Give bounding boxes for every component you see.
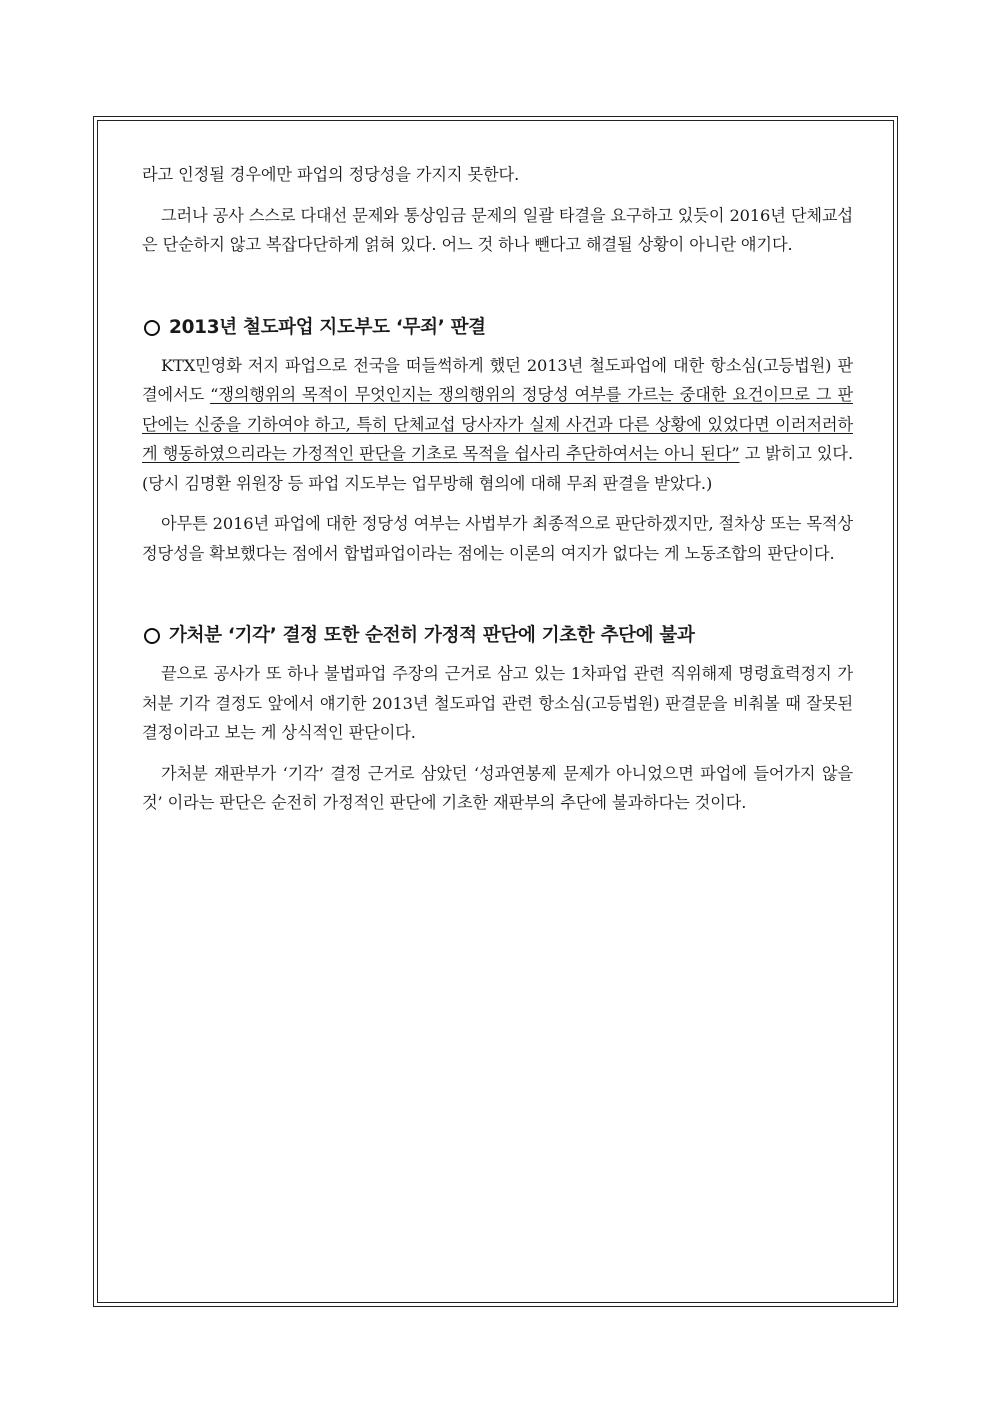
paragraph-intro-end: 라고 인정될 경우에만 파업의 정당성을 가지지 못한다. (142, 165, 520, 184)
appeal-ruling-outro: 고 밝히고 있다.(당시 김명환 위원장 등 파업 지도부는 업무방해 혐의에 대해 무죄 판결을 받았다.) (142, 444, 854, 493)
section-heading-text: 가처분 ‘기각’ 결정 또한 순전히 가정적 판단에 기초한 추단에 불과 (169, 625, 695, 646)
court-quote-underlined: “쟁의행위의 목적이 무엇인지는 쟁의행위의 정당성 여부를 가르는 중대한 요건이므로 그 판단에는 신중을 기하여야 하고, 특히 단체교섭 당사자가 실제 사건과 다른 상황에 있었다면 이러저러하게 행동하였으리라는 가정적인 판단을 기초로 목적을 쉽사리 추단하여서는 아니 된다” (142, 385, 853, 463)
paragraph-court-inference: 가처분 재판부가 ‘기각’ 결정 근거로 삼았던 ‘성과연봉제 문제가 아니었으면 파업에 들어가지 않을 것’ 이라는 판단은 순전히 가정적인 판단에 기초한 재판부의 추단에 불과하다는 것이다. (142, 763, 853, 812)
section-heading-text: 2013년 철도파업 지도부도 ‘무죄’ 판결 (169, 316, 486, 338)
appeal-ruling-intro: KTX민영화 저지 파업으로 전국을 떠들썩하게 했던 2013년 철도파업에 대한 항소심(고등법원) 판결에서도 (142, 355, 853, 404)
circle-bullet-icon (144, 628, 160, 644)
section-heading-injunction (142, 620, 853, 652)
circle-bullet-icon (144, 320, 160, 336)
paragraph-appeal-ruling (142, 351, 853, 499)
section-heading-2013-strike (142, 312, 853, 344)
paragraph-bargaining: 그러나 공사 스스로 다대선 문제와 통상임금 문제의 일괄 타결을 요구하고 있듯이 2016년 단체교섭은 단순하지 않고 복잡다단하게 얽혀 있다. 어느 것 하나 뺀다고 해결될 상황이 아니란 얘기다. (142, 205, 853, 254)
paragraph-legality: 아무튼 2016년 파업에 대한 정당성 여부는 사법부가 최종적으로 판단하겠지만, 절차상 또는 목적상 정당성을 확보했다는 점에서 합법파업이라는 점에는 이론의 여지가 없다는 게 노동조합의 판단이다. (142, 514, 853, 563)
paragraph-injunction-dismissal: 끝으로 공사가 또 하나 불법파업 주장의 근거로 삼고 있는 1차파업 관련 직위해제 명령효력정지 가처분 기각 결정도 앞에서 얘기한 2013년 철도파업 관련 항소심(고등법원) 판결문을 비춰볼 때 잘못된 결정이라고 보는 게 상식적인 판단이다. (142, 664, 853, 742)
document-body (142, 160, 853, 829)
